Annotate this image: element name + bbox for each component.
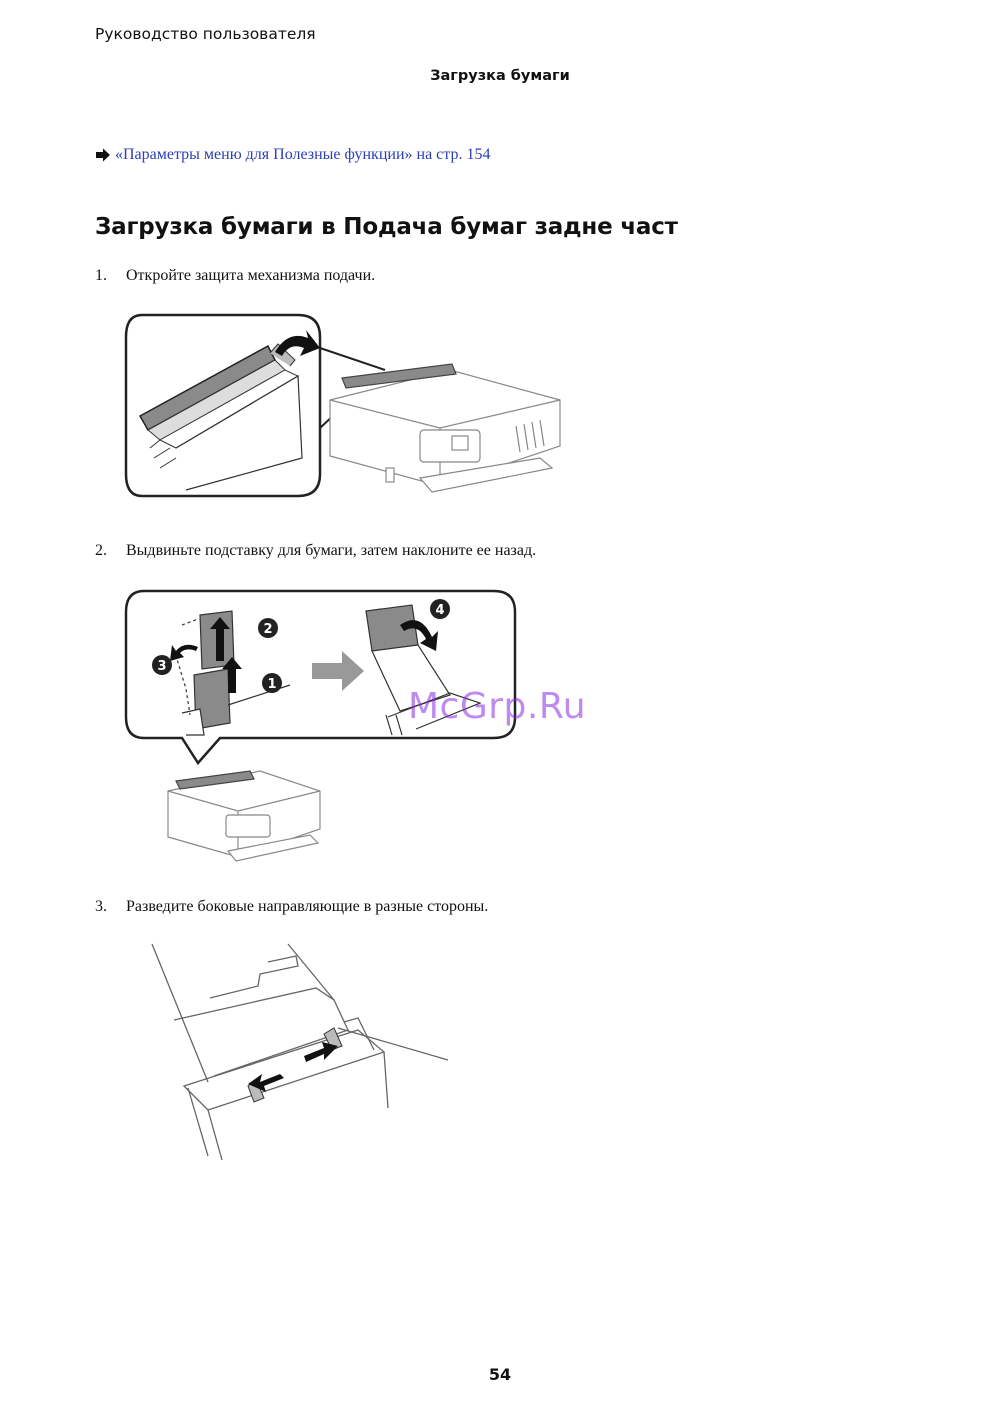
document-title: Руководство пользователя xyxy=(95,25,316,43)
step-2 xyxy=(95,542,536,560)
tilt-arrow-icon xyxy=(170,645,198,661)
svg-text:4: 4 xyxy=(435,603,445,618)
step-number: 3. xyxy=(95,898,107,915)
feeder-guard-closeup xyxy=(140,344,302,490)
step-text: Разведите боковые направляющие в разные стороны. xyxy=(126,898,489,915)
cross-reference-link[interactable]: «Параметры меню для Полезные функции» на стр. 154 xyxy=(115,146,491,163)
figure-slide-edge-guides xyxy=(148,938,458,1166)
section-heading: Загрузка бумаги в Подача бумаг задне част xyxy=(95,214,678,240)
page-number: 54 xyxy=(488,1365,512,1384)
printer-illustration xyxy=(330,364,560,492)
step-1 xyxy=(95,267,375,285)
step-text: Выдвиньте подставку для бумаги, затем наклоните ее назад. xyxy=(126,542,537,559)
step-3 xyxy=(95,898,488,916)
figure-open-feeder-guard xyxy=(120,308,570,518)
arrow-right-icon xyxy=(95,148,111,162)
svg-text:3: 3 xyxy=(157,659,167,674)
watermark: McGrp.Ru xyxy=(408,686,587,727)
step-number: 2. xyxy=(95,542,107,559)
figure-extend-paper-support xyxy=(120,585,520,870)
running-section-title: Загрузка бумаги xyxy=(430,68,570,84)
step-text: Откройте защита механизма подачи. xyxy=(126,267,376,284)
cross-reference xyxy=(95,146,490,164)
callout-2 xyxy=(258,618,278,638)
callout-3 xyxy=(152,655,172,675)
right-arrow-icon xyxy=(304,1042,338,1062)
paper-support-edge xyxy=(152,944,208,1082)
printer-illustration xyxy=(168,771,320,861)
callout-1 xyxy=(262,673,282,693)
step-number: 1. xyxy=(95,267,107,284)
open-arrow-icon xyxy=(275,330,320,356)
svg-text:2: 2 xyxy=(263,622,273,637)
svg-text:1: 1 xyxy=(267,677,277,692)
next-arrow-icon xyxy=(312,651,364,691)
callout-4 xyxy=(430,599,450,619)
